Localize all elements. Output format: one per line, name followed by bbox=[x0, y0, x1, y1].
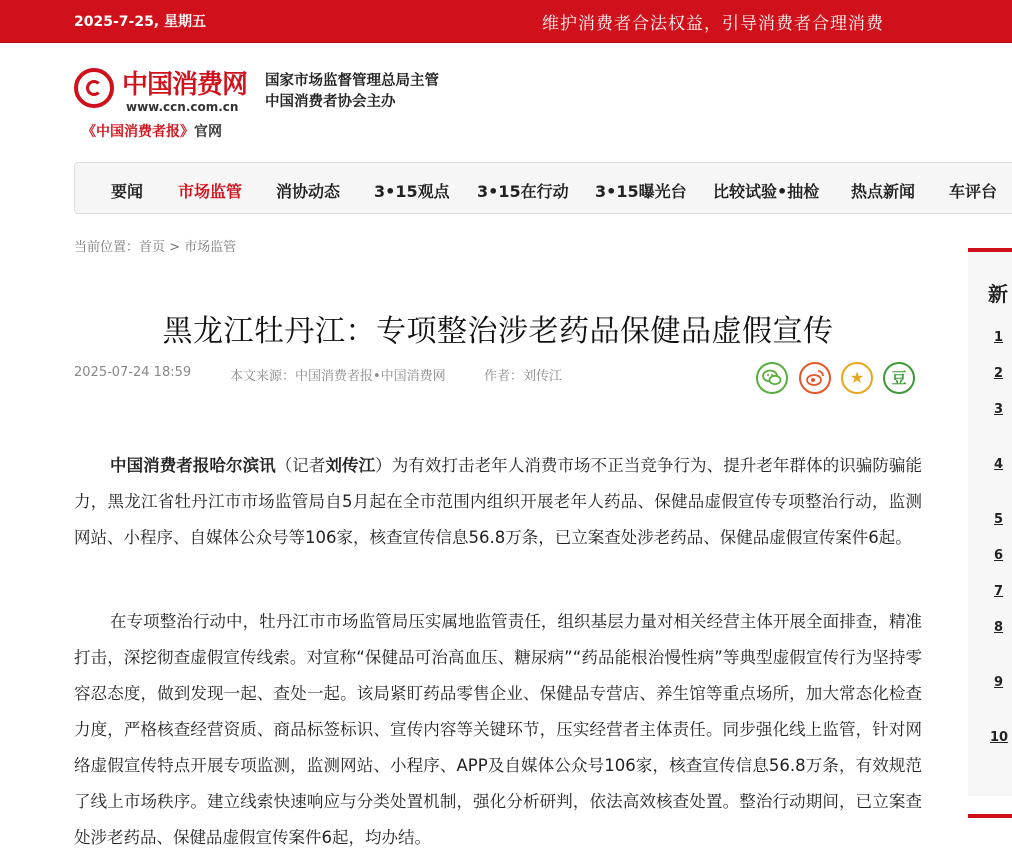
logo-paper-name: 《中国消费者报》 bbox=[82, 124, 194, 140]
article-paragraph-2: 在专项整治行动中，牡丹江市市场监管局压实属地监管责任，组织基层力量对相关经营主体开展全面排查，精准打击，深挖彻查虚假宣传线索。对宣称“保健品可治高血压、糖尿病”“药品能根治慢性病”等典型虚假宣传行为坚持零容忍态度，做到发现一起、查处一起。该局紧盯药品零售企业、保健品专营店、养生馆等重点场所，加大常态化检查力度，严格核查经营资质、商品标签标识、宣传内容等关键环节，压实经营者主体责任。同步强化线上监管，针对网络虚假宣传特点开展专项监测，监测网站、小程序、APP及自媒体公众号106家，核查宣传信息56.8万条，有效规范了线上市场秩序。建立线索快速响应与分类处置机制，强化分析研判，依法高效核查处置。整治行动期间，已立案查处涉老药品、保健品虚假宣传案件6起，均办结。 bbox=[74, 612, 922, 847]
slogan: 维护消费者合法权益，引导消费者合理消费 bbox=[542, 14, 884, 34]
sponsor-info bbox=[265, 71, 439, 113]
reporter-name: 刘传江 bbox=[325, 456, 376, 475]
douban-share-button[interactable] bbox=[883, 362, 915, 394]
sidebar-item-2[interactable]: 2 bbox=[994, 366, 1004, 381]
breadcrumb-home[interactable]: 首页 bbox=[139, 240, 166, 255]
favorite-button[interactable] bbox=[841, 362, 873, 394]
weibo-share-button[interactable] bbox=[799, 362, 831, 394]
breadcrumb-separator: > bbox=[169, 240, 181, 255]
article-author: 作者：刘传江 bbox=[484, 369, 563, 384]
sponsor-line-1: 国家市场监督管理总局主管 bbox=[265, 73, 439, 89]
sidebar-second-block bbox=[968, 814, 1012, 858]
breadcrumb-prefix: 当前位置： bbox=[74, 240, 140, 255]
nav-item-market-supervision[interactable]: 市场监管 bbox=[178, 182, 243, 201]
logo-mark-icon bbox=[74, 68, 114, 108]
article-lead: 中国消费者报哈尔滨讯 bbox=[110, 456, 276, 475]
latest-news-sidebar bbox=[968, 248, 1012, 796]
reporter-open: （记者 bbox=[275, 456, 326, 475]
nav-item-315-exposure[interactable]: 3•15曝光台 bbox=[595, 182, 687, 201]
sidebar-item-10[interactable]: 10 bbox=[990, 730, 1009, 745]
nav-item-car-review[interactable]: 车评台 bbox=[949, 182, 998, 201]
sidebar-title: 新 bbox=[988, 282, 1008, 306]
douban-icon: 豆 bbox=[891, 369, 907, 387]
wechat-icon bbox=[758, 364, 786, 392]
breadcrumb-current[interactable]: 市场监管 bbox=[184, 240, 237, 255]
nav-item-comparison-test[interactable]: 比较试验•抽检 bbox=[713, 182, 820, 201]
nav-item-hot-news[interactable]: 热点新闻 bbox=[851, 182, 916, 201]
article-source: 本文来源：中国消费者报•中国消费网 bbox=[230, 369, 446, 384]
article-paragraph-1 bbox=[74, 448, 922, 556]
sidebar-item-3[interactable]: 3 bbox=[994, 402, 1004, 417]
main-nav bbox=[74, 162, 1012, 214]
article-datetime: 2025-07-24 18:59 bbox=[74, 365, 192, 380]
sidebar-item-7[interactable]: 7 bbox=[994, 584, 1004, 599]
breadcrumb bbox=[74, 236, 236, 255]
sidebar-item-5[interactable]: 5 bbox=[994, 512, 1004, 527]
star-icon: ★ bbox=[849, 368, 865, 387]
wechat-share-button[interactable] bbox=[756, 362, 788, 394]
sidebar-item-9[interactable]: 9 bbox=[994, 675, 1004, 690]
reporter-close: ） bbox=[375, 456, 392, 475]
nav-item-news[interactable]: 要闻 bbox=[111, 182, 144, 201]
article-paragraph-1-body: 为有效打击老年人消费市场不正当竞争行为、提升老年群体的识骗防骗能力，黑龙江省牡丹江市市场监管局自5月起在全市范围内组织开展老年人药品、保健品虚假宣传专项整治行动，监测网站、小程序、自媒体公众号等106家，核查宣传信息56.8万条，已立案查处涉老药品、保健品虚假宣传案件6起。 bbox=[74, 456, 923, 547]
sidebar-item-4[interactable]: 4 bbox=[994, 457, 1004, 472]
nav-item-315-views[interactable]: 3•15观点 bbox=[374, 182, 450, 201]
top-bar bbox=[0, 0, 1012, 43]
sidebar-item-6[interactable]: 6 bbox=[994, 548, 1004, 563]
sidebar-item-1[interactable]: 1 bbox=[994, 330, 1004, 345]
logo-paper-suffix: 官网 bbox=[194, 124, 222, 140]
logo-url: www.ccn.com.cn bbox=[126, 100, 239, 114]
current-date: 2025-7-25, 星期五 bbox=[74, 14, 207, 30]
logo-name: 中国消费网 bbox=[122, 70, 248, 100]
weibo-icon bbox=[801, 364, 829, 392]
sponsor-line-2: 中国消费者协会主办 bbox=[265, 94, 396, 110]
nav-item-consumer-association[interactable]: 消协动态 bbox=[276, 182, 341, 201]
site-logo[interactable] bbox=[74, 64, 264, 144]
logo-paper bbox=[82, 121, 222, 141]
nav-item-315-action[interactable]: 3•15在行动 bbox=[477, 182, 569, 201]
article-title: 黑龙江牡丹江：专项整治涉老药品保健品虚假宣传 bbox=[162, 314, 834, 350]
sidebar-item-8[interactable]: 8 bbox=[994, 620, 1004, 635]
